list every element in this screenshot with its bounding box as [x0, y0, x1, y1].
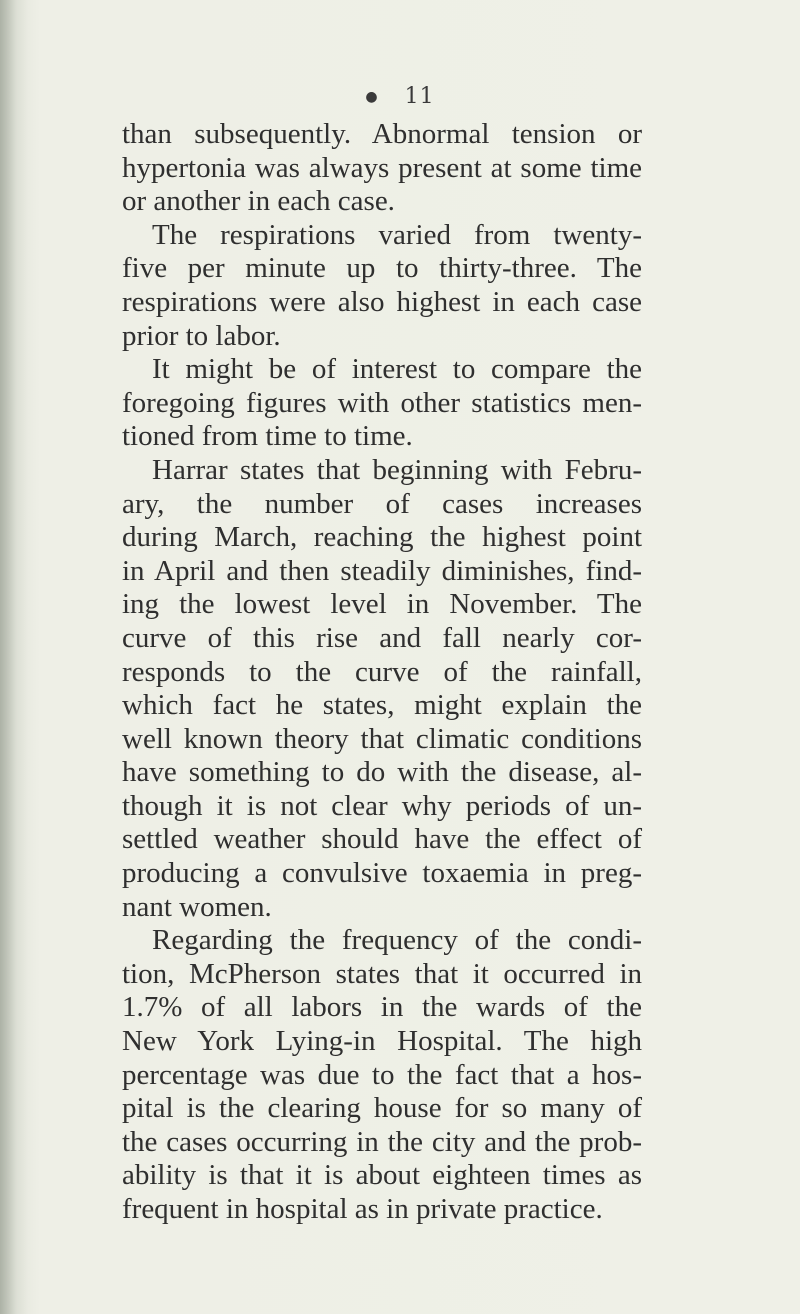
text-line: frequent in hospital as in private practice. [122, 1193, 603, 1225]
text-line: ing the lowest level in November. The [122, 588, 642, 621]
text-line: ability is that it is about eighteen times as [122, 1159, 642, 1192]
text-line: prior to labor. [122, 319, 281, 352]
paragraph-start-line: The respirations varied from twenty- [152, 218, 642, 251]
paragraph-start-line: Harrar states that beginning with Febru- [152, 453, 642, 486]
text-line: percentage was due to the fact that a hos- [122, 1058, 642, 1091]
text-line: pital is the clearing house for so many of [122, 1092, 642, 1125]
page-number-value: 11 [404, 84, 435, 109]
text-line: during March, reaching the highest point [122, 521, 642, 554]
text-line: nant women. [122, 890, 272, 923]
paragraph-start-line: Regarding the frequency of the condi- [152, 924, 642, 957]
text-line: in April and then steadily diminishes, find- [122, 554, 642, 587]
text-line: tioned from time to time. [122, 420, 413, 453]
text-line: respirations were also highest in each case [122, 285, 642, 318]
text-line: New York Lying-in Hospital. The high [122, 1025, 642, 1058]
text-line: though it is not clear why periods of un- [122, 789, 642, 822]
text-line: tion, McPherson states that it occurred in [122, 957, 642, 990]
text-line: responds to the curve of the rainfall, [122, 655, 642, 688]
text-line: well known theory that climatic conditions [122, 722, 642, 755]
text-line: which fact he states, might explain the [122, 689, 642, 722]
text-line: 1.7% of all labors in the wards of the [122, 991, 642, 1024]
page-number [0, 84, 800, 109]
text-line: foregoing figures with other statistics men- [122, 386, 642, 419]
text-line: five per minute up to thirty-three. The [122, 252, 642, 285]
text-line: curve of this rise and fall nearly cor- [122, 621, 642, 654]
bullet-dot-icon: ● [365, 89, 379, 105]
text-line: settled weather should have the effect of [122, 823, 642, 856]
paragraph-start-line: It might be of interest to compare the [152, 353, 642, 386]
text-line: than subsequently. Abnormal tension or [122, 118, 642, 150]
text-line: have something to do with the disease, al- [122, 756, 642, 789]
text-line: producing a convulsive toxaemia in preg- [122, 857, 642, 890]
body-text [122, 118, 642, 1227]
text-line: ary, the number of cases increases [122, 487, 642, 520]
text-line: or another in each case. [122, 185, 395, 218]
text-line: the cases occurring in the city and the prob- [122, 1125, 642, 1158]
binding-gutter [0, 0, 28, 1314]
text-line: hypertonia was always present at some time [122, 151, 642, 184]
